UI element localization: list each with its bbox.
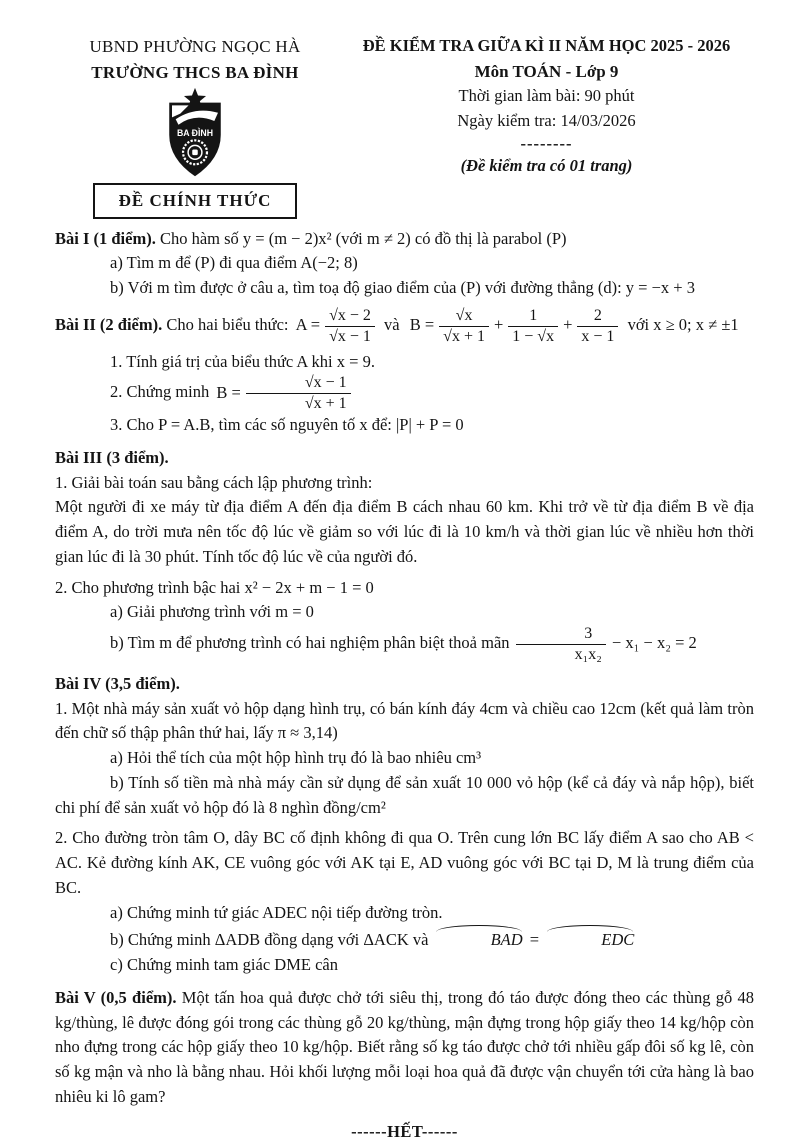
- bai5-text: Một tấn hoa quả được chở tới siêu thị, trong đó táo được đóng theo các thùng gỗ 48 kg/thùng, lê được đóng gói trong các thùng gỗ 20 kg/thùng, mận đựng trong hộp giấy theo 14 kg/hộp còn nho đựng trong các hộp giấy theo 10 kg/hộp. Biết rằng số kg táo được chở tới nhiều gấp đôi số kg lê, còn số kg mận và nho là bằng nhau. Hỏi khối lượng mỗi loại hoa quả đã được vận chuyển tới cửa hàng là bao nhiêu ki lô gam?: [55, 987, 755, 1106]
- fraction-B1-denominator: √x + 1: [443, 327, 485, 345]
- header-left-block: [55, 34, 335, 219]
- bai2-B-label: B =: [409, 314, 435, 334]
- section-bai-3: [55, 446, 754, 664]
- separator-dashes: --------: [520, 133, 573, 153]
- crest-icon: [155, 87, 235, 179]
- fraction-B2-numerator: 1: [508, 307, 558, 327]
- org-line2: TRƯỜNG THCS BA ĐÌNH: [91, 62, 299, 82]
- exam-subject: Môn TOÁN - Lớp 9: [474, 61, 619, 81]
- bai5-heading: Bài V (0,5 điểm).: [55, 987, 177, 1007]
- bai2-item2-B-label: B =: [216, 382, 241, 402]
- bai4-item-2c: c) Chứng minh tam giác DME cân: [110, 955, 338, 975]
- bai2-plus1: +: [493, 314, 504, 334]
- bai4-item-1a: a) Hỏi thể tích của một hộp hình trụ đó là bao nhiêu cm³: [110, 748, 482, 768]
- bai3-problem-paragraph: Một người đi xe máy từ địa điểm A đến địa điểm B cách nhau 60 km. Khi trở về từ địa điểm B về địa điểm A, do trời mưa nên tốc độ lúc về giảm so với lúc đi là 10 km/h và thời gian lúc về nhiều hơn thời gian lúc đi là 30 phút. Tính tốc độ lúc về của người đó.: [55, 497, 754, 566]
- bai3-heading-line: [55, 446, 754, 471]
- school-crest-logo: [155, 87, 235, 179]
- bai1-intro-line: [55, 227, 754, 252]
- bai1-intro-text: Cho hàm số y = (m − 2)x² (với m ≠ 2) có đồ thị là parabol (P): [159, 228, 567, 248]
- fraction-B3: [575, 307, 620, 346]
- org-line1: UBND PHƯỜNG NGỌC HÀ: [89, 37, 301, 56]
- fraction-B3-numerator: 2: [577, 307, 618, 327]
- bai2-plus2: +: [563, 314, 573, 334]
- fraction-B2-denominator: 1 − √x: [512, 327, 555, 345]
- header-right-block: [335, 34, 754, 219]
- bai4-problem1-paragraph: 1. Một nhà máy sản xuất vỏ hộp dạng hình trụ, có bán kính đáy 4cm và chiều cao 12cm (kết quả làm tròn đến chữ số thập phân thứ hai, lấy π ≈ 3,14): [55, 698, 754, 743]
- bai1-heading: Bài I (1 điểm).: [55, 228, 156, 248]
- exam-duration: Thời gian làm bài: 90 phút: [458, 86, 635, 106]
- end-of-exam-marker: ------HẾT------: [351, 1121, 458, 1141]
- fraction-B1-numerator: √x: [439, 307, 489, 327]
- bai3-heading: Bài III (3 điểm).: [55, 447, 169, 467]
- bai2-heading: Bài II (2 điểm).: [55, 314, 163, 334]
- section-bai-1: [55, 227, 754, 301]
- bai3-item-1: 1. Giải bài toán sau bằng cách lập phương trình:: [55, 472, 373, 492]
- bai4-heading-line: [55, 672, 754, 697]
- fraction-B2: [506, 307, 560, 346]
- page-count-note: (Đề kiểm tra có 01 trang): [460, 155, 633, 175]
- bai3-item2b-suffix: − x₁ − x₂ = 2: [611, 633, 697, 653]
- bai4-item2b-prefix: b) Chứng minh ΔADB đồng dạng với ΔACK và: [110, 930, 429, 950]
- exam-date: Ngày kiểm tra: 14/03/2026: [457, 111, 636, 130]
- bai2-item-2: [55, 374, 754, 413]
- bai3-item-2b: [55, 625, 754, 664]
- fraction-B1: [437, 307, 491, 346]
- bai4-item-1b: b) Tính số tiền mà nhà máy cần sử dụng để sản xuất 10 000 vỏ hộp (kể cả đáy và nắp hộp), biết chi phí để sản xuất vỏ hộp đó là 8 nghìn đồng/cm²: [55, 772, 754, 817]
- exam-title: ĐỀ KIỂM TRA GIỮA KÌ II NĂM HỌC 2025 - 2026: [362, 36, 731, 55]
- angle-EDC: EDC: [543, 925, 637, 953]
- bai2-and-word: và: [384, 314, 400, 334]
- bai1-item-a: a) Tìm m để (P) đi qua điểm A(−2; 8): [110, 253, 358, 273]
- fraction-vieta-denominator: x₁x₂: [574, 646, 602, 664]
- bai4-item-2b: [55, 925, 754, 953]
- page-header: [55, 34, 754, 219]
- bai3-item2b-prefix: b) Tìm m để phương trình có hai nghiệm phân biệt thoả mãn: [110, 633, 510, 653]
- section-bai-4: [55, 672, 754, 978]
- fraction-vieta: [514, 625, 608, 664]
- official-exam-stamp: ĐỀ CHÍNH THỨC: [93, 183, 298, 219]
- crest-text: BA ĐÌNH: [176, 127, 214, 138]
- fraction-A-numerator: √x − 2: [325, 307, 375, 327]
- section-bai-2: [55, 307, 754, 438]
- bai2-item2-prefix: 2. Chứng minh: [110, 382, 210, 402]
- bai2-item-3: 3. Cho P = A.B, tìm các số nguyên tố x để: |P| + P = 0: [110, 415, 464, 435]
- bai2-condition: với x ≥ 0; x ≠ ±1: [627, 314, 739, 334]
- bai4-item-2a: a) Chứng minh tứ giác ADEC nội tiếp đường tròn.: [110, 902, 443, 922]
- fraction-Bproof-denominator: √x + 1: [304, 395, 347, 413]
- fraction-Bproof-numerator: √x − 1: [246, 374, 351, 394]
- bai5-paragraph: [55, 986, 754, 1110]
- bai3-item-2: 2. Cho phương trình bậc hai x² − 2x + m − 1 = 0: [55, 577, 374, 597]
- angle-BAD: BAD: [433, 925, 526, 953]
- fraction-B3-denominator: x − 1: [581, 327, 615, 345]
- bai4-angle-equals: =: [529, 930, 540, 950]
- bai3-item-2a: a) Giải phương trình với m = 0: [110, 602, 314, 622]
- bai1-item-b: b) Với m tìm được ở câu a, tìm toạ độ giao điểm của (P) với đường thẳng (d): y = −x + 3: [110, 278, 695, 297]
- bai4-problem2-paragraph: 2. Cho đường tròn tâm O, dây BC cố định không đi qua O. Trên cung lớn BC lấy điểm A sao cho AB < AC. Kẻ đường kính AK, CE vuông góc với AK tại E, AD vuông góc với BC tại D, M là trung điểm của BC.: [55, 828, 754, 897]
- fraction-A-denominator: √x − 1: [329, 327, 371, 345]
- bai2-A-label: A =: [295, 314, 321, 334]
- bai2-intro-line: [55, 307, 754, 346]
- bai4-heading: Bài IV (3,5 điểm).: [55, 673, 180, 693]
- fraction-B-proof: [244, 374, 353, 413]
- bai2-item-1: 1. Tính giá trị của biểu thức A khi x = 9.: [110, 351, 375, 371]
- section-bai-5: [55, 986, 754, 1110]
- fraction-A: [323, 307, 377, 346]
- bai2-intro-text: Cho hai biểu thức:: [166, 314, 289, 334]
- fraction-vieta-numerator: 3: [516, 625, 606, 645]
